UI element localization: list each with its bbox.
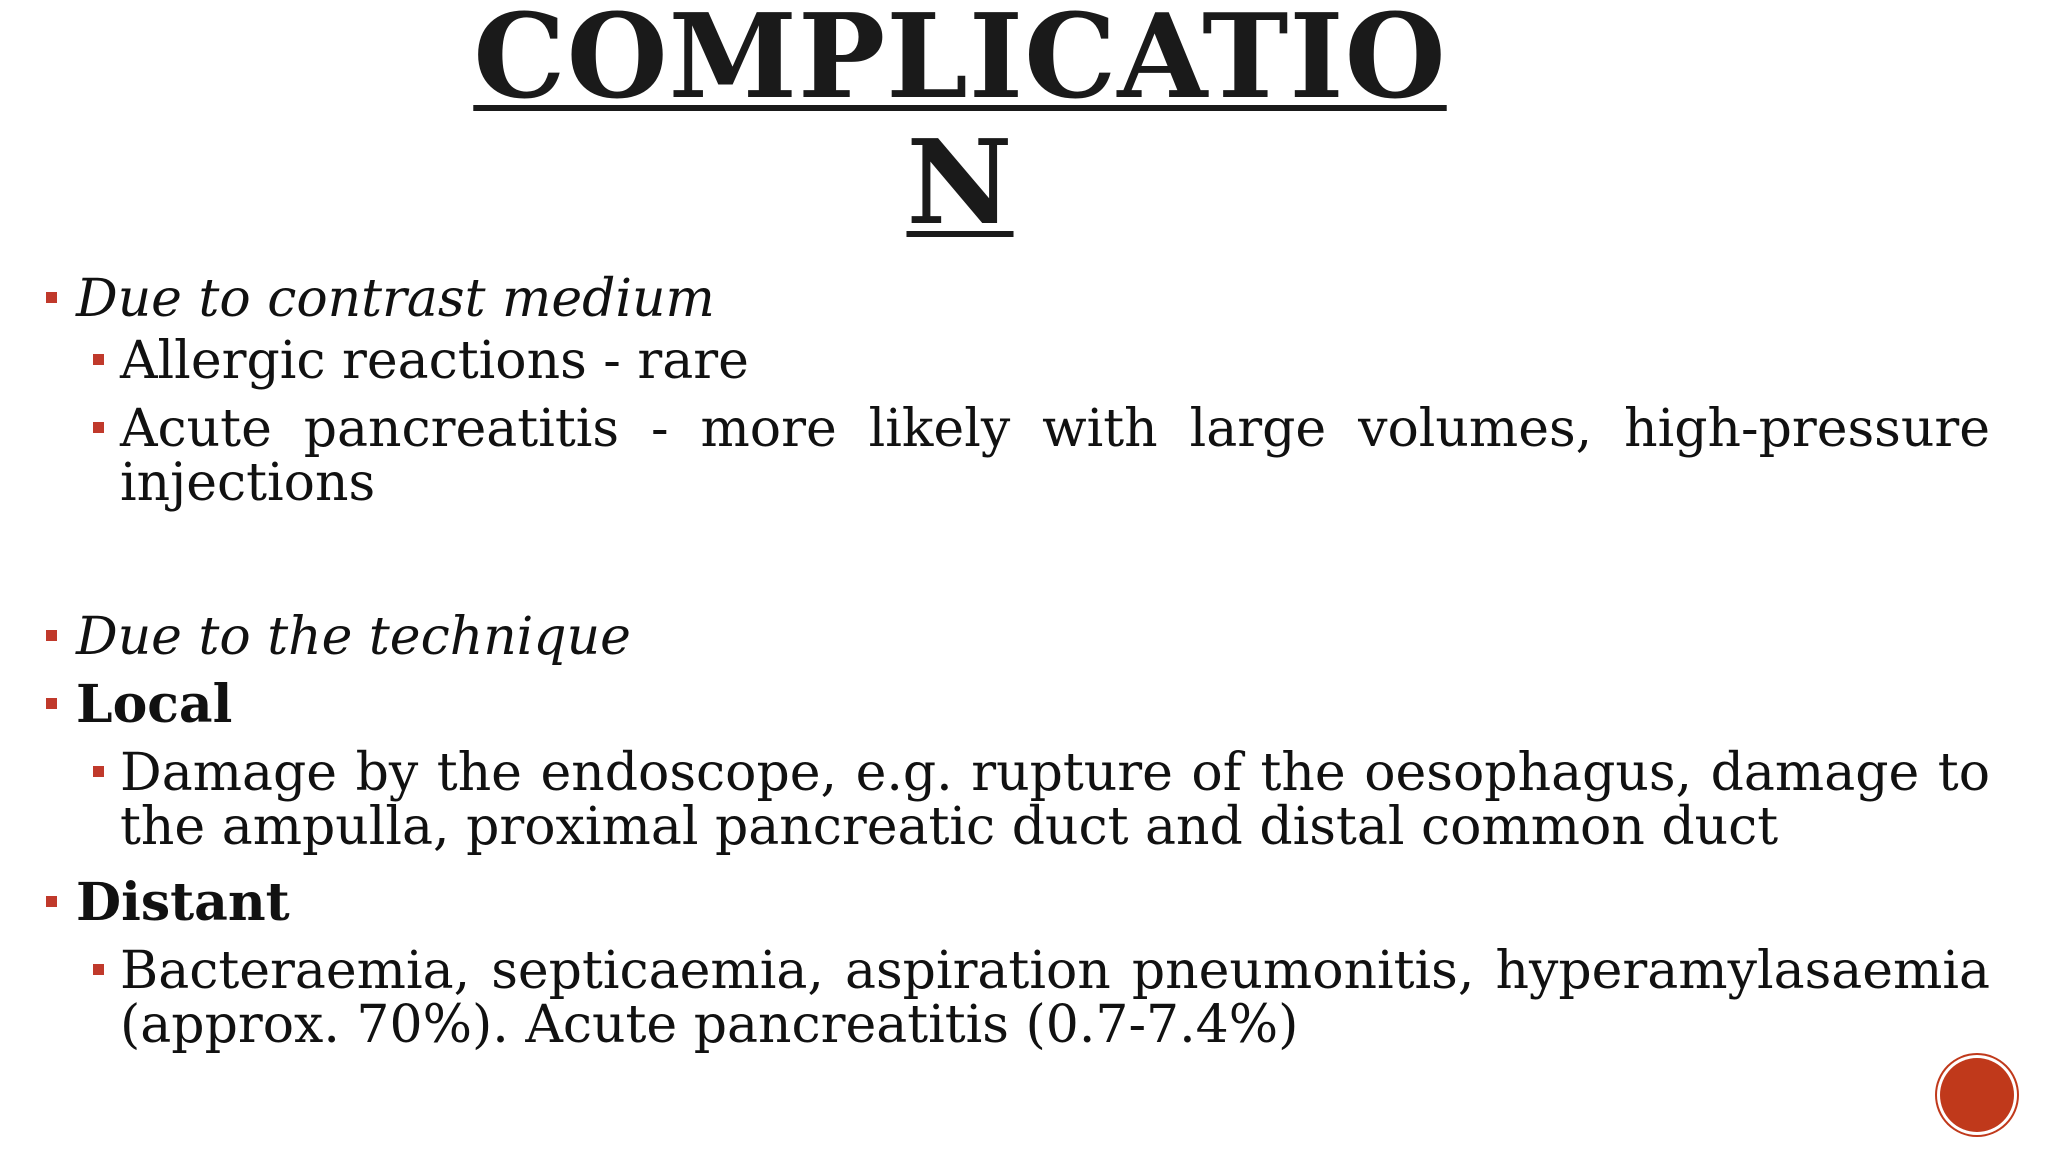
bullet-text: Distant	[76, 872, 290, 933]
bullet-allergic-reactions	[40, 331, 1990, 391]
bullet-square-icon	[93, 354, 104, 365]
bullet-contrast-medium	[40, 269, 1990, 329]
bullet-local	[40, 674, 1990, 735]
bullet-bacteraemia	[40, 941, 1990, 1055]
bullet-square-icon	[93, 766, 104, 777]
bullet-text: Bacteraemia, septicaemia, aspiration pneumonitis, hyperamylasaemia (approx. 70%). Acute pancreatitis (0.7-7.4%)	[120, 941, 1990, 1055]
bullet-distant	[40, 872, 1990, 933]
bullet-text: Due to contrast medium	[76, 269, 715, 329]
bullet-technique	[40, 607, 1990, 667]
slide-title: COMPLICATION	[473, 0, 1447, 251]
bullet-square-icon	[93, 964, 104, 975]
bullet-square-icon	[93, 422, 104, 433]
slide-content	[40, 269, 1990, 1055]
bullet-square-icon	[46, 630, 57, 641]
bullet-endoscope-damage	[40, 743, 1990, 857]
bullet-text: Local	[76, 674, 233, 735]
bullet-acute-pancreatitis	[40, 399, 1990, 513]
bullet-square-icon	[46, 292, 57, 303]
bullet-text: Damage by the endoscope, e.g. rupture of the oesophagus, damage to the ampulla, proximal pancreatic duct and distal common duct	[120, 743, 1990, 857]
bullet-text: Acute pancreatitis - more likely with large volumes, high-pressure injections	[120, 399, 1990, 513]
bullet-text: Allergic reactions - rare	[120, 331, 749, 391]
bullet-square-icon	[46, 896, 57, 907]
bullet-text: Due to the technique	[76, 607, 631, 667]
bullet-square-icon	[46, 698, 57, 709]
slide-number-badge	[1940, 1058, 2014, 1132]
